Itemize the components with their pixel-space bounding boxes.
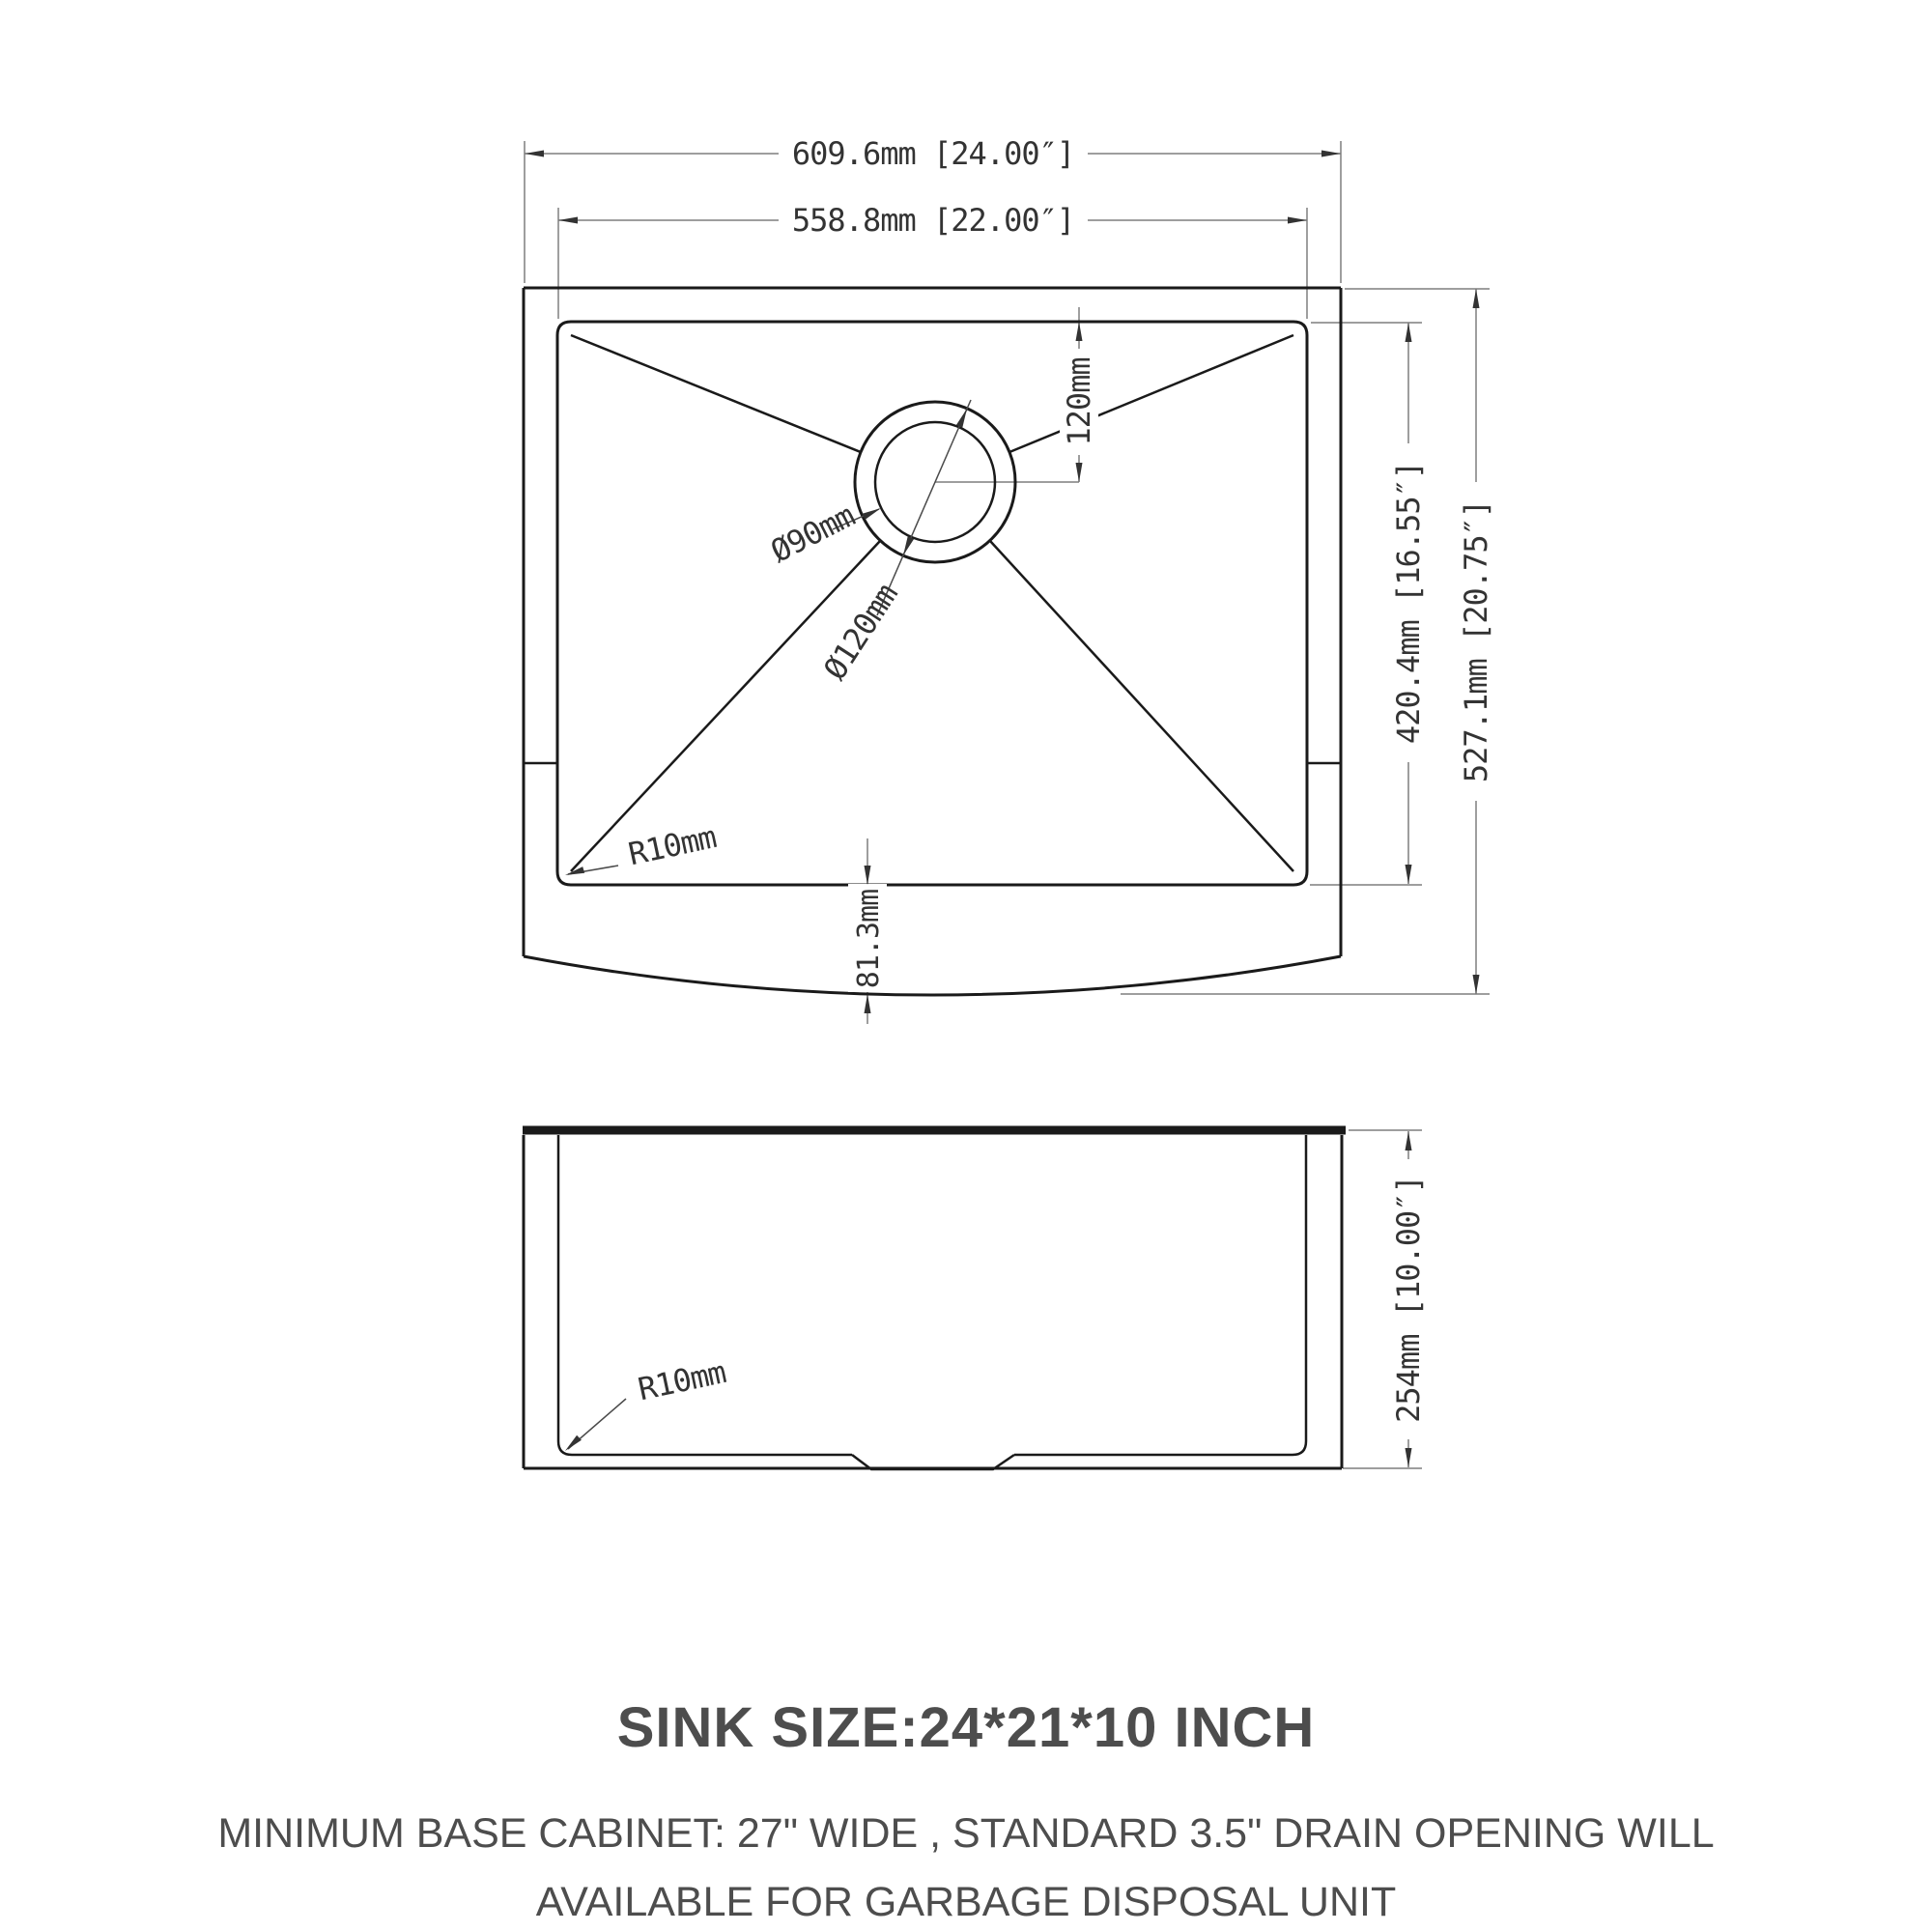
- dimension-lines: [525, 141, 1490, 1468]
- dim-overall-depth: 527.1mm [20.75″]: [1458, 499, 1494, 783]
- note-line-2: AVAILABLE FOR GARBAGE DISPOSAL UNIT: [535, 1879, 1397, 1925]
- dim-overall-width: 609.6mm [24.00″]: [791, 135, 1075, 172]
- dim-side-height: 254mm [10.00″]: [1390, 1176, 1427, 1423]
- dim-corner-radius-side: R10mm: [635, 1353, 729, 1408]
- top-view-outline: [524, 288, 1341, 995]
- dim-apron-depth: 81.3mm: [852, 889, 886, 989]
- dim-drain-outer-dia: Ø120mm: [815, 577, 905, 687]
- dim-bowl-depth: 420.4mm [16.55″]: [1390, 461, 1427, 745]
- notes-block: [0, 1695, 1932, 1926]
- side-view-outline: [523, 1130, 1346, 1469]
- dimension-arrows: [525, 151, 1480, 1468]
- dim-corner-radius-top: R10mm: [625, 818, 720, 873]
- note-line-1: MINIMUM BASE CABINET: 27" WIDE , STANDARD 3.5" DRAIN OPENING WILL: [217, 1810, 1715, 1857]
- sink-size-title: SINK SIZE:24*21*10 INCH: [616, 1696, 1316, 1759]
- dim-drain-inner-dia: Ø90mm: [764, 497, 861, 570]
- dim-drain-offset: 120mm: [1061, 357, 1097, 446]
- dimension-text-masks: [779, 134, 1495, 1439]
- dimension-labels: [625, 135, 1494, 1423]
- dim-bowl-width: 558.8mm [22.00″]: [791, 202, 1075, 239]
